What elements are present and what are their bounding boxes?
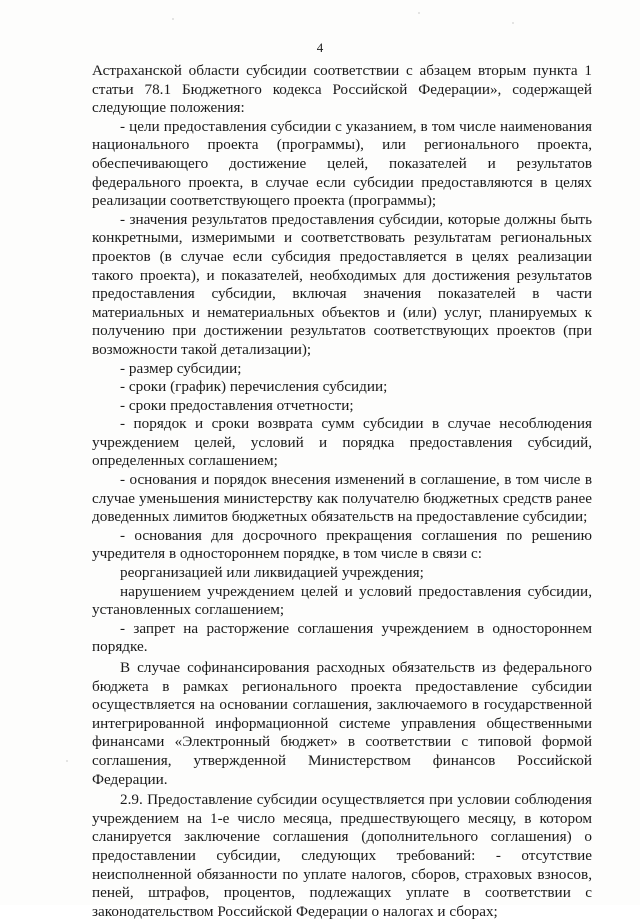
page-number: 4 xyxy=(316,40,324,55)
paragraph-reporting: - сроки предоставления отчетности; xyxy=(120,396,354,414)
paragraph-termination: - основания для досрочного прекращения соглашения по решению учредителя в одностороннем порядке, в том числе в связи с: xyxy=(92,526,592,563)
paragraph-intro: Астраханской области субсидии соответствии с абзацем вторым пункта 1 статьи 78.1 Бюджетного кодекса Российской Федерации», содержащей следующие положения: xyxy=(92,62,592,117)
paragraph-amount: - размер субсидии; xyxy=(120,359,242,377)
paragraph-reorganization: реорганизацией или ликвидацией учреждения; xyxy=(120,564,424,582)
scan-speck xyxy=(418,12,420,14)
scan-speck xyxy=(512,22,514,24)
scan-speck xyxy=(172,18,174,20)
paragraph-prohibition: - запрет на расторжение соглашения учреждением в одностороннем порядке. xyxy=(92,619,592,656)
scan-speck xyxy=(66,760,68,762)
paragraph-violation: нарушением учреждением целей и условий предоставления субсидии, установленных соглашением; xyxy=(92,582,592,619)
paragraph-refund: - порядок и сроки возврата сумм субсидии в случае несоблюдения учреждением целей, условий и порядка предоставления субсидий, определенных соглашением; xyxy=(92,415,592,470)
paragraph-schedule: - сроки (график) перечисления субсидии; xyxy=(120,378,388,396)
paragraph-cofinancing: В случае софинансирования расходных обязательств из федерального бюджета в рамках регионального проекта предоставление субсидии осуществляется на основании соглашения, заключаемого в государственной интегрированной информационной системе управления общественными финансами «Электронный бюджет» в соответствии с типовой формой соглашения, утвержденной Министерством финансов Российской Федерации. xyxy=(92,659,592,788)
document-body xyxy=(92,62,592,921)
paragraph-2-9: 2.9. Предоставление субсидии осуществляется при условии соблюдения учреждением на 1-е число месяца, предшествующего месяцу, в котором сланируется заключение соглашения (дополнительного соглашения) о предоставлении субсидии, следующих требований: - отсутствие неисполненной обязанности по уплате налогов, сборов, страховых взносов, пеней, штрафов, процентов, подлежащих уплате в соответствии с законодательством Российской Федерации о налогах и сборах; xyxy=(92,791,592,920)
paragraph-results: - значения результатов предоставления субсидии, которые должны быть конкретными, измеримыми и соответствовать результатам региональных проектов (в случае если субсидия предоставляется в целях реализации такого проекта), и показателей, необходимых для достижения результатов предоставления субсидии, включая значения показателей в части материальных и нематериальных объектов и (или) услуг, планируемых к получению при достижении результатов соответствующих проектов (при возможности такой детализации); xyxy=(92,210,592,358)
paragraph-goals: - цели предоставления субсидии с указанием, в том числе наименования национального проекта (программы), или регионального проекта, обеспечивающего достижение целей, показателей и результатов федерального проекта, в случае если субсидии предоставляются в целях реализации соответствующего проекта (программы); xyxy=(92,117,592,210)
paragraph-amendments: - основания и порядок внесения изменений в соглашение, в том числе в случае уменьшения министерству как получателю бюджетных средств ранее доведенных лимитов бюджетных обязательств на предоставление субсидии; xyxy=(92,471,592,526)
